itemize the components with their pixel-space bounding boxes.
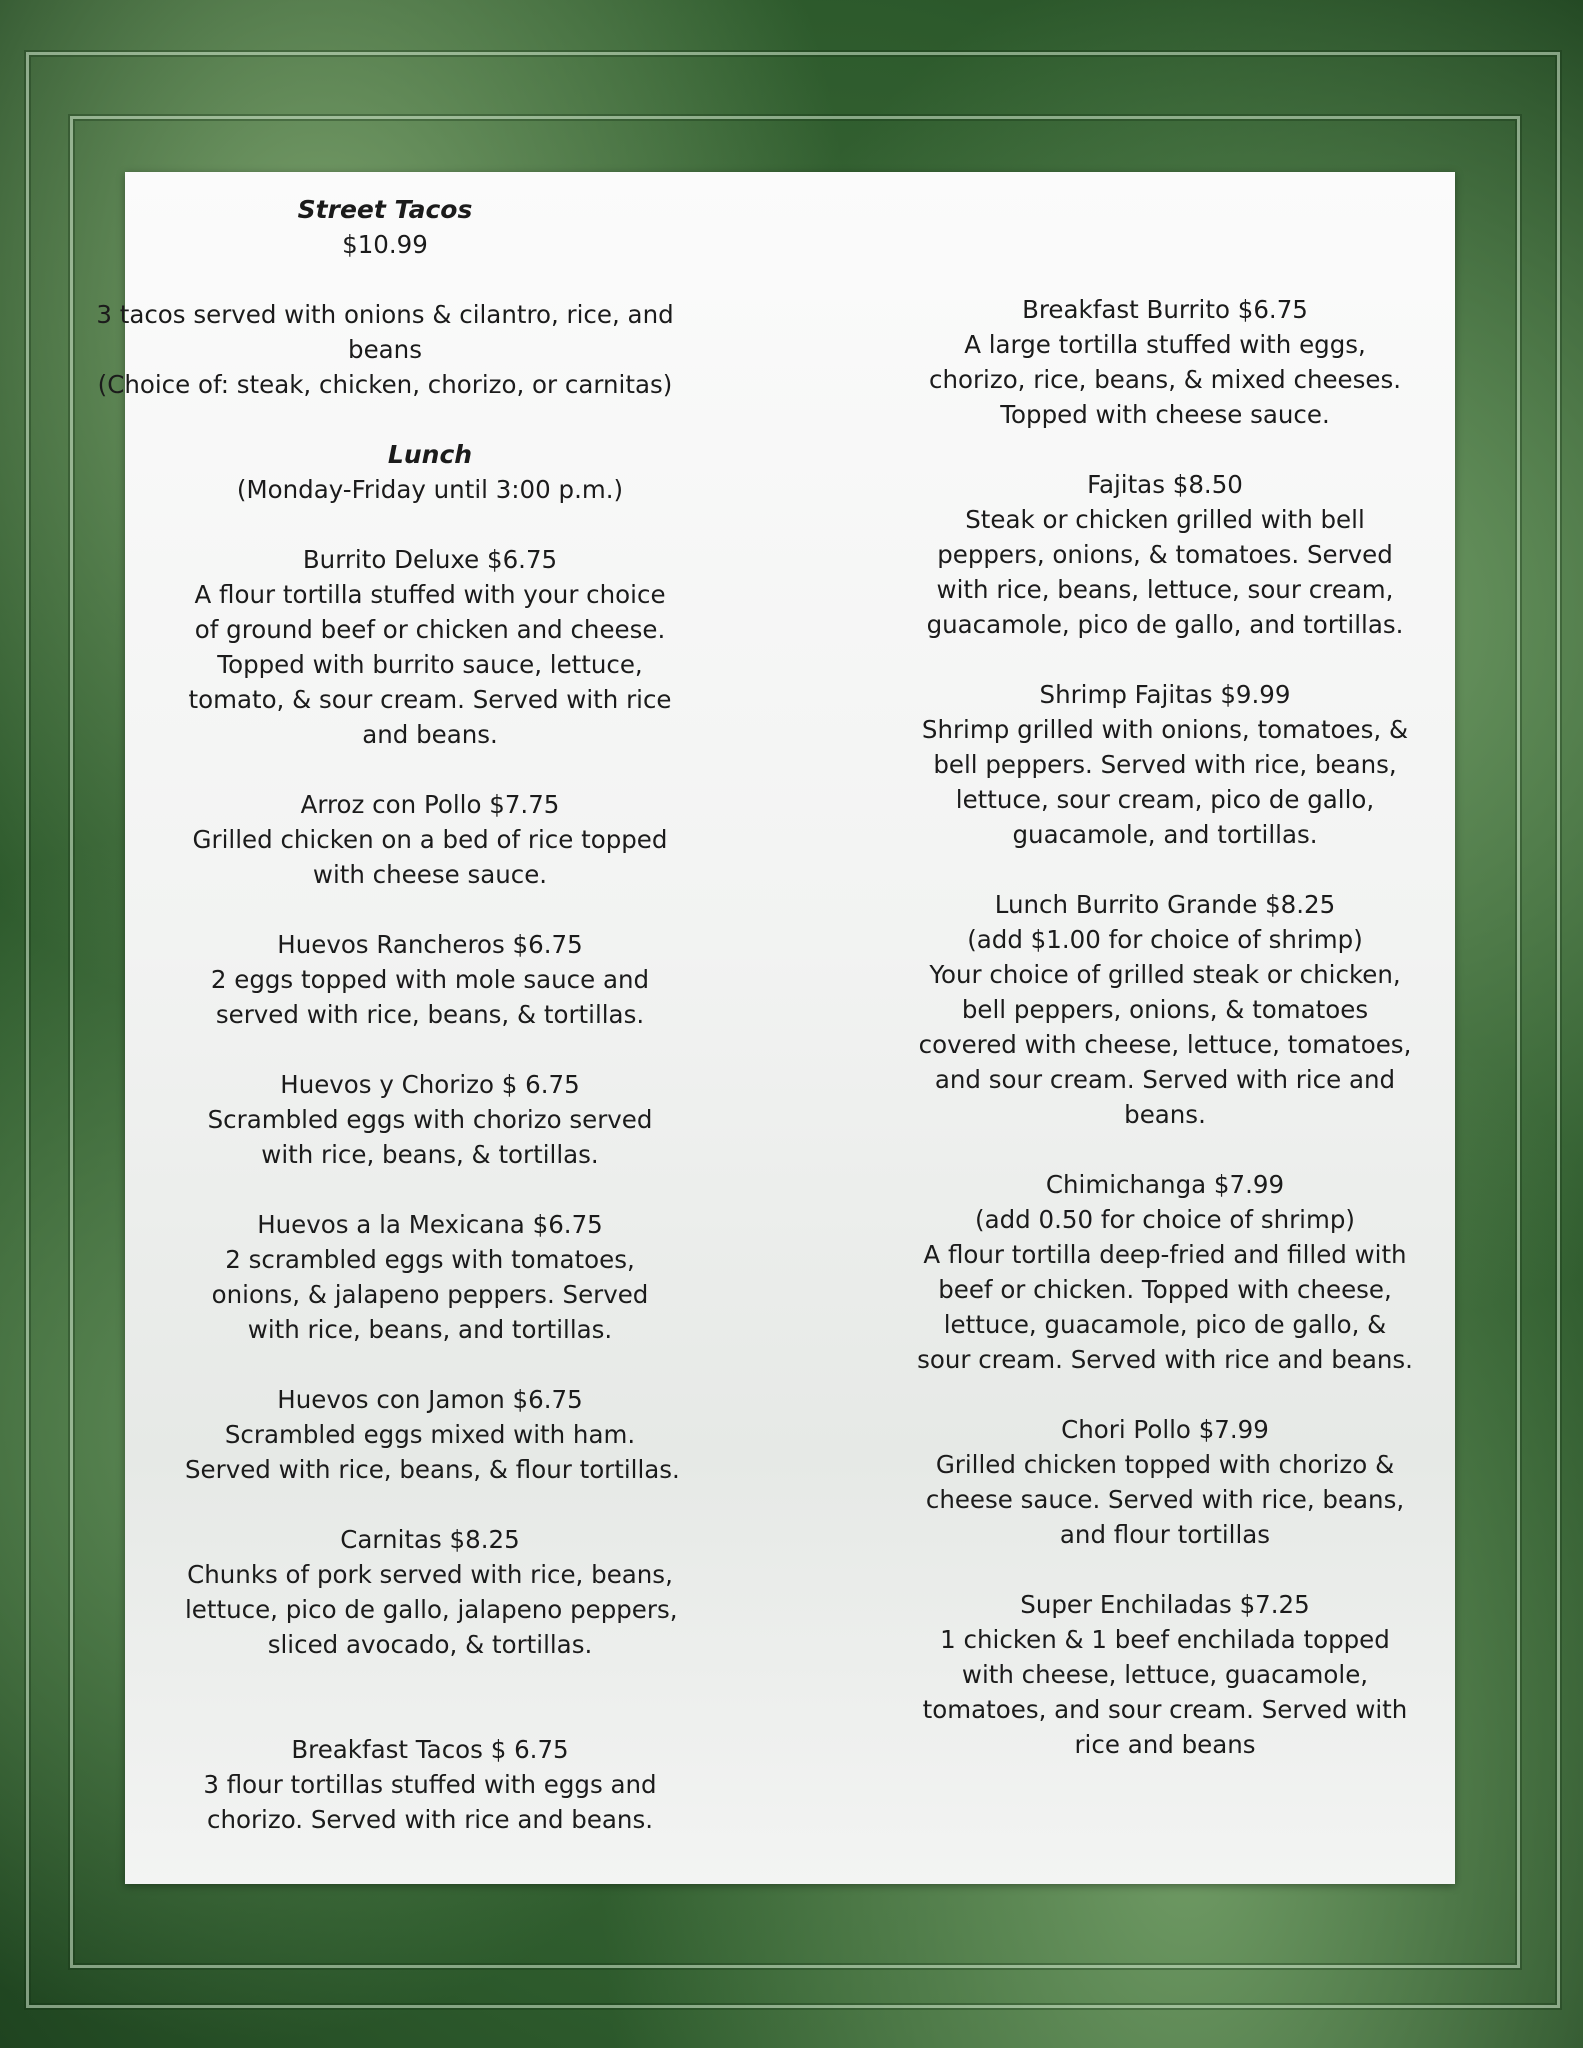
menu-item-description-line: sliced avocado, & tortillas. bbox=[267, 1630, 593, 1659]
menu-item-description-line: beans. bbox=[1124, 1100, 1206, 1129]
menu-item-description-line: Topped with burrito sauce, lettuce, bbox=[217, 650, 643, 679]
menu-item-name: Super Enchiladas $7.25 bbox=[1020, 1590, 1310, 1619]
menu-item-name: Arroz con Pollo $7.75 bbox=[300, 790, 560, 819]
menu-item-description-line: A flour tortilla stuffed with your choice bbox=[194, 580, 666, 609]
menu-item-description-line: with cheese sauce. bbox=[312, 860, 548, 889]
menu-item-description-line: 1 chicken & 1 beef enchilada topped bbox=[940, 1625, 1390, 1654]
menu-item-description-line: cheese sauce. Served with rice, beans, bbox=[925, 1485, 1405, 1514]
lunch-header bbox=[185, 437, 675, 507]
menu-item-description-line: bell peppers. Served with rice, beans, bbox=[933, 750, 1397, 779]
menu-item-name: Huevos Rancheros $6.75 bbox=[277, 930, 583, 959]
menu-item bbox=[915, 292, 1415, 432]
menu-item-description-line: (add $1.00 for choice of shrimp) bbox=[967, 925, 1363, 954]
menu-item-description-line: served with rice, beans, & tortillas. bbox=[215, 1000, 645, 1029]
menu-item bbox=[915, 467, 1415, 642]
menu-item-description-line: with cheese, lettuce, guacamole, bbox=[961, 1660, 1369, 1689]
menu-item-description-line: 2 eggs topped with mole sauce and bbox=[210, 965, 650, 994]
menu-item-name: Breakfast Burrito $6.75 bbox=[1022, 295, 1308, 324]
menu-item-description-line: Steak or chicken grilled with bell bbox=[965, 505, 1365, 534]
menu-item-description-line: covered with cheese, lettuce, tomatoes, bbox=[918, 1030, 1412, 1059]
menu-item-description-line: Chunks of pork served with rice, beans, bbox=[187, 1560, 673, 1589]
menu-item-description-line: tomato, & sour cream. Served with rice bbox=[188, 685, 672, 714]
menu-item-description-line: Scrambled eggs mixed with ham. bbox=[224, 1420, 636, 1449]
menu-paper bbox=[96, 172, 1455, 1884]
menu-item-description-line: and flour tortillas bbox=[1059, 1520, 1271, 1549]
menu-item-description-line: onions, & jalapeno peppers. Served bbox=[211, 1280, 649, 1309]
menu-item-description-line: A large tortilla stuffed with eggs, bbox=[964, 330, 1366, 359]
menu-item-name: Breakfast Tacos $ 6.75 bbox=[291, 1735, 569, 1764]
menu-item-name: Carnitas $8.25 bbox=[340, 1525, 520, 1554]
menu-item-description-line: bell peppers, onions, & tomatoes bbox=[961, 995, 1369, 1024]
menu-item bbox=[915, 1167, 1415, 1377]
left-menu-items bbox=[185, 542, 680, 1837]
menu-right-column bbox=[915, 292, 1415, 1797]
menu-item-description-line: lettuce, guacamole, pico de gallo, & bbox=[943, 1310, 1387, 1339]
menu-item-description-line: rice and beans bbox=[1074, 1730, 1256, 1759]
street-tacos-desc-line: (Choice of: steak, chicken, chorizo, or carnitas) bbox=[97, 370, 673, 399]
menu-item-description-line: sour cream. Served with rice and beans. bbox=[917, 1345, 1413, 1374]
street-tacos-section bbox=[95, 192, 675, 402]
menu-item-description-line: lettuce, pico de gallo, jalapeno peppers, bbox=[185, 1595, 678, 1624]
lunch-title: Lunch bbox=[387, 440, 473, 469]
menu-item-description-line: Grilled chicken on a bed of rice topped bbox=[192, 825, 668, 854]
menu-item-description-line: chorizo. Served with rice and beans. bbox=[206, 1805, 654, 1834]
menu-item-description-line: Shrimp grilled with onions, tomatoes, & bbox=[921, 715, 1409, 744]
menu-item bbox=[185, 1382, 680, 1487]
menu-item-description-line: tomatoes, and sour cream. Served with bbox=[922, 1695, 1408, 1724]
menu-item-description-line: Scrambled eggs with chorizo served bbox=[207, 1105, 653, 1134]
menu-item bbox=[185, 1732, 675, 1837]
menu-item-description-line: with rice, beans, & tortillas. bbox=[261, 1140, 599, 1169]
menu-item-description-line: Your choice of grilled steak or chicken, bbox=[929, 960, 1401, 989]
menu-item-name: Burrito Deluxe $6.75 bbox=[302, 545, 558, 574]
menu-item-name: Huevos con Jamon $6.75 bbox=[277, 1385, 583, 1414]
menu-item-description-line: guacamole, and tortillas. bbox=[1012, 820, 1318, 849]
menu-item-name: Shrimp Fajitas $9.99 bbox=[1039, 680, 1291, 709]
menu-item-description-line: with rice, beans, and tortillas. bbox=[247, 1315, 613, 1344]
menu-item-name: Huevos y Chorizo $ 6.75 bbox=[280, 1070, 580, 1099]
menu-item bbox=[185, 1522, 678, 1662]
menu-item-description-line: Topped with cheese sauce. bbox=[1000, 400, 1330, 429]
menu-item-name: Fajitas $8.50 bbox=[1087, 470, 1243, 499]
menu-item-description-line: Served with rice, beans, & flour tortillas. bbox=[185, 1455, 680, 1484]
menu-item-description-line: (add 0.50 for choice of shrimp) bbox=[975, 1205, 1355, 1234]
menu-item bbox=[185, 542, 675, 752]
menu-item bbox=[185, 1207, 675, 1347]
menu-item-description-line: and beans. bbox=[362, 720, 498, 749]
menu-item-description-line: beef or chicken. Topped with cheese, bbox=[938, 1275, 1392, 1304]
street-tacos-desc-line: beans bbox=[348, 335, 422, 364]
menu-item-name: Lunch Burrito Grande $8.25 bbox=[994, 890, 1336, 919]
menu-item-name: Chimichanga $7.99 bbox=[1045, 1170, 1285, 1199]
street-tacos-title: Street Tacos bbox=[297, 195, 473, 224]
menu-item-description-line: peppers, onions, & tomatoes. Served bbox=[937, 540, 1393, 569]
menu-item-name: Chori Pollo $7.99 bbox=[1061, 1415, 1269, 1444]
menu-item bbox=[915, 677, 1415, 852]
menu-item-name: Huevos a la Mexicana $6.75 bbox=[257, 1210, 603, 1239]
menu-item-description-line: with rice, beans, lettuce, sour cream, bbox=[936, 575, 1394, 604]
menu-item bbox=[915, 887, 1415, 1132]
menu-item bbox=[915, 1412, 1415, 1552]
menu-item bbox=[915, 1587, 1415, 1762]
menu-item-description-line: lettuce, sour cream, pico de gallo, bbox=[955, 785, 1375, 814]
menu-item-description-line: 2 scrambled eggs with tomatoes, bbox=[225, 1245, 635, 1274]
menu-item bbox=[185, 927, 675, 1032]
street-tacos-price: $10.99 bbox=[342, 230, 428, 259]
menu-item-description-line: of ground beef or chicken and cheese. bbox=[194, 615, 666, 644]
menu-item-description-line: chorizo, rice, beans, & mixed cheeses. bbox=[928, 365, 1402, 394]
lunch-hours: (Monday-Friday until 3:00 p.m.) bbox=[236, 475, 624, 504]
menu-item-description-line: A flour tortilla deep-fried and filled with bbox=[923, 1240, 1407, 1269]
menu-item-description-line: Grilled chicken topped with chorizo & bbox=[935, 1450, 1395, 1479]
menu-item-description-line: guacamole, pico de gallo, and tortillas. bbox=[926, 610, 1404, 639]
menu-left-column bbox=[96, 192, 680, 1872]
right-menu-items bbox=[915, 292, 1415, 1762]
menu-item bbox=[185, 787, 675, 892]
menu-item-description-line: 3 flour tortillas stuffed with eggs and bbox=[203, 1770, 657, 1799]
street-tacos-desc-line: 3 tacos served with onions & cilantro, rice, and bbox=[96, 300, 674, 329]
menu-item-description-line: and sour cream. Served with rice and bbox=[934, 1065, 1396, 1094]
menu-item bbox=[185, 1067, 675, 1172]
